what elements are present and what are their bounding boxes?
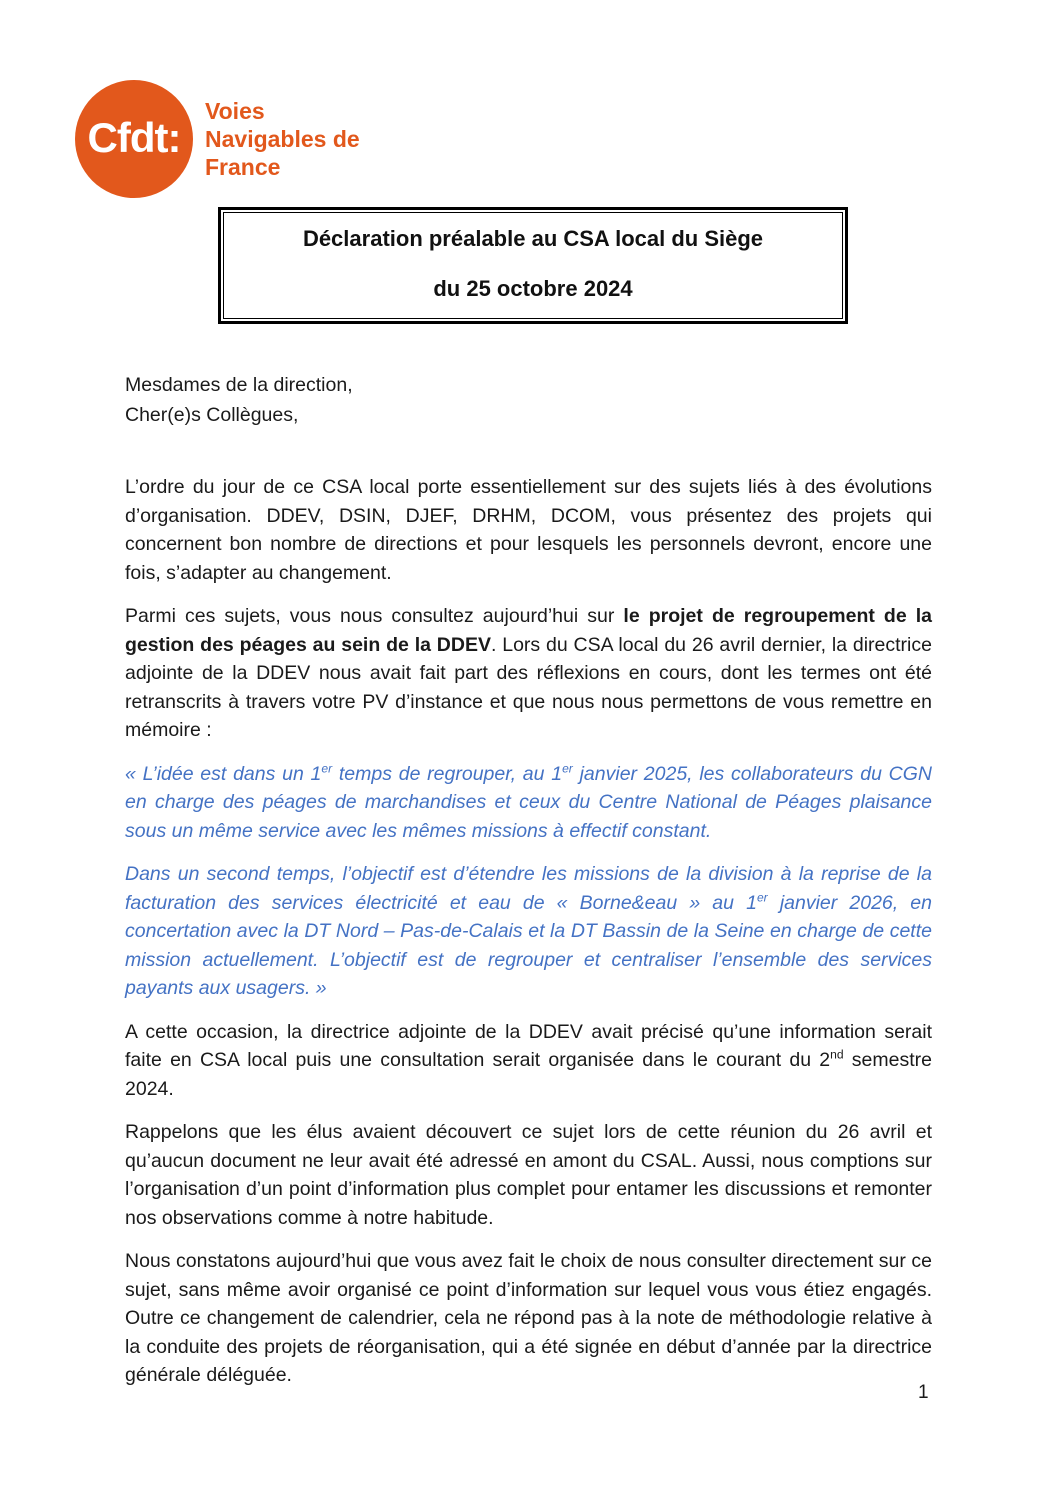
paragraphs <box>125 473 932 1390</box>
superscript: er <box>321 761 333 775</box>
document-title-line-2: du 25 octobre 2024 <box>433 276 633 301</box>
body-paragraph-4 <box>125 1118 932 1232</box>
document-title-line-1: Déclaration préalable au CSA local du Siège <box>302 226 764 251</box>
body-paragraph-5 <box>125 1247 932 1390</box>
document-body <box>125 370 932 1405</box>
paragraph-text: L’ordre du jour de ce CSA local porte essentiellement sur des sujets liés à des évolutions d’organisation. DDEV, DSIN, DJEF, DRHM, DCOM, vous présentez des projets qui concernent bon nombre de directions et pour lesquels les personnels devront, encore une fois, s’adapter au changement. <box>125 476 932 584</box>
paragraph-text: Nous constatons aujourd’hui que vous avez fait le choix de nous consulter directement sur ce sujet, sans même avoir organisé ce point d’information sur lequel vous vous étiez engagés. Outre ce changement de calendrier, cela ne répond pas à la note de méthodologie relative à la conduite des projets de réorganisation, qui a été signée en début d’année par la directrice générale déléguée. <box>125 1250 932 1386</box>
quote-text: temps de regrouper, au 1 <box>332 762 563 785</box>
organization-name <box>205 97 360 181</box>
body-paragraph-1 <box>125 473 932 587</box>
paragraph-text: Parmi ces sujets, vous nous consultez aujourd’hui sur <box>125 605 624 627</box>
superscript: er <box>756 890 768 904</box>
quote-text: janvier 2025, les collaborateurs du CGN en charge des péages de marchandises et ceux du Centre National de Péages plaisance sous un même service avec les mêmes missions à effectif constant. <box>125 762 932 842</box>
org-name-line-2: Navigables de <box>205 126 360 152</box>
paragraph-bold-text: le projet de regroupement de la gestion des péages au sein de la DDEV <box>125 605 932 656</box>
title-box <box>218 207 848 324</box>
paragraph-text: Rappelons que les élus avaient découvert ce sujet lors de cette réunion du 26 avril et qu’aucun document ne leur avait été adressé en amont du CSAL. Aussi, nous comptions sur l’organisation d’un point d’information plus complet pour entamer les discussions et remonter nos observations comme à notre habitude. <box>125 1121 932 1229</box>
quote-text: janvier 2026, en concertation avec la DT Nord – Pas-de-Calais et la DT Bassin de la Seine en charge de cette mission actuellement. L’objectif est de regrouper et centraliser l’ensemble des services payants aux usagers. » <box>125 891 932 999</box>
salutation-line-1: Mesdames de la direction, <box>125 374 353 396</box>
org-name-line-3: France <box>205 154 281 180</box>
page-number: 1 <box>918 1382 929 1403</box>
cfdt-logo-icon <box>75 80 193 198</box>
quote-text: « L’idée est dans un 1 <box>125 762 322 785</box>
superscript: nd <box>830 1047 844 1062</box>
cfdt-badge-text: Cfdt: <box>87 114 181 161</box>
title-box-inner <box>223 212 843 319</box>
salutation <box>125 370 932 430</box>
org-name-line-1: Voies <box>205 98 265 124</box>
body-paragraph-3 <box>125 1018 932 1104</box>
quote-paragraph-1 <box>125 760 932 846</box>
cfdt-logo <box>75 80 360 198</box>
salutation-line-2: Cher(e)s Collègues, <box>125 404 299 426</box>
quote-paragraph-2 <box>125 860 932 1003</box>
paragraph-text: . Lors du CSA local du 26 avril dernier, la directrice adjointe de la DDEV nous avait fait part des réflexions en cours, dont les termes ont été retranscrits à travers votre PV d’instance et que nous nous permettons de vous remettre en mémoire : <box>125 633 932 741</box>
quote-text: Dans un second temps, l’objectif est d’étendre les missions de la division à la reprise de la facturation des services électricité et eau de « Borne&eau » au 1 <box>125 863 932 914</box>
paragraph-text: A cette occasion, la directrice adjointe de la DDEV avait précisé qu’une information serait faite en CSA local puis une consultation serait organisée dans le courant du 2 <box>125 1020 932 1071</box>
superscript: er <box>562 761 573 775</box>
paragraph-text: semestre 2024. <box>125 1049 932 1100</box>
body-paragraph-2 <box>125 602 932 745</box>
